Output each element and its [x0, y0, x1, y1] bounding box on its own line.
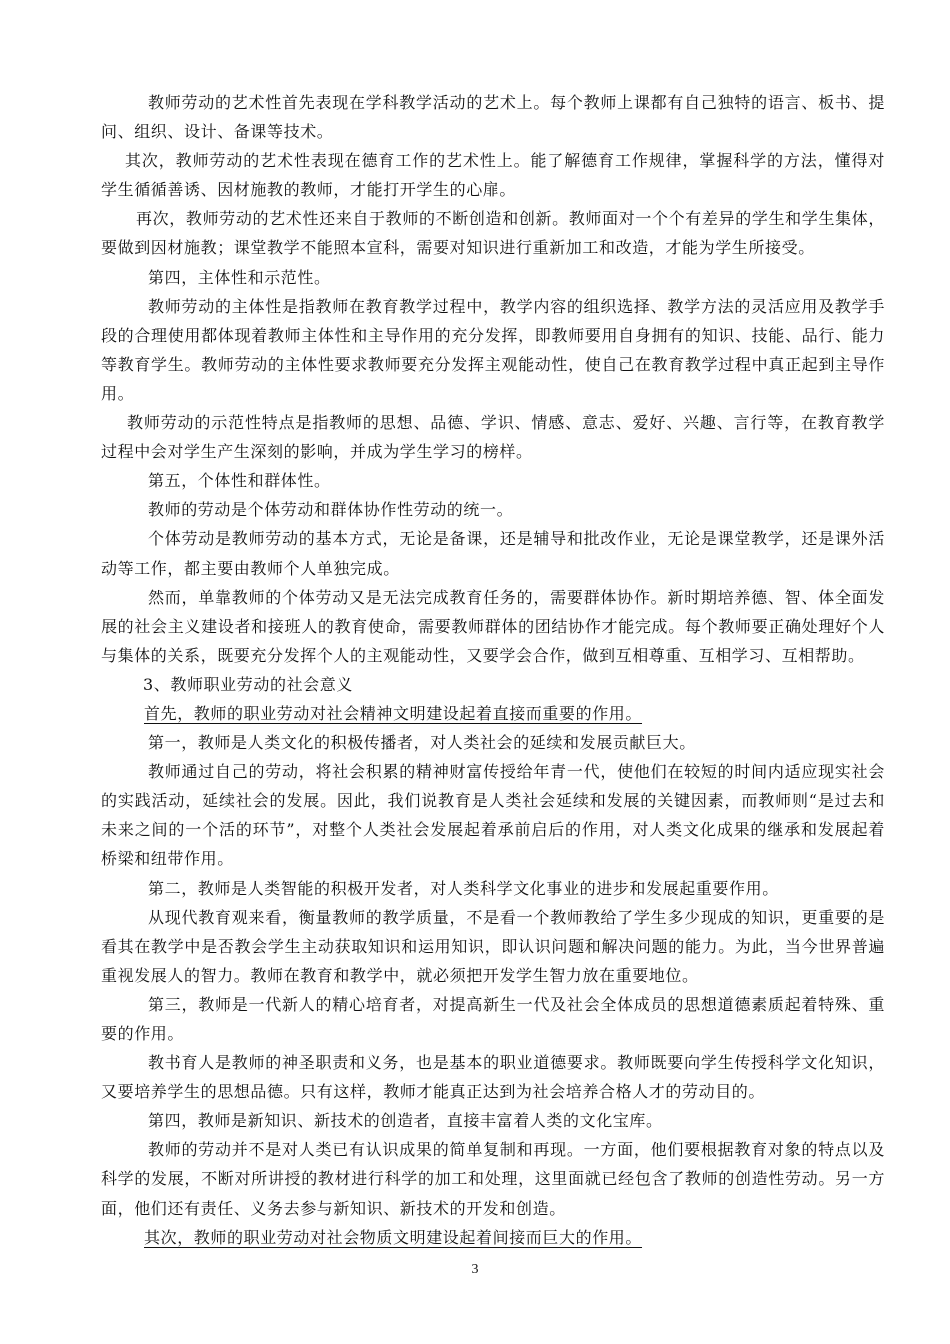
point-3: 第三，教师是一代新人的精心培育者，对提高新生一代及社会全体成员的思想道德素质起着特殊、重要的作用。 [101, 994, 885, 1043]
subsection-heading-3: 3、教师职业劳动的社会意义 [143, 674, 353, 694]
paragraph-10: 教师通过自己的劳动，将社会积累的精神财富传授给年青一代，使他们在较短的时间内适应现实社会的实践活动，延续社会的发展。因此，我们说教育是人类社会延续和发展的关键因素，而教师则“是过去和未来之间的一个活的环节”，对整个人类社会发展起着承前启后的作用，对人类文化成果的继承和发展起着桥梁和纽带作用。 [101, 762, 885, 869]
paragraph-9: 然而，单靠教师的个体劳动又是无法完成教育任务的，需要群体协作。新时期培养德、智、体全面发展的社会主义建设者和接班人的教育使命，需要教师群体的团结协作才能完成。每个教师要正确处理好个人与集体的关系，既要充分发挥个人的主观能动性，又要学会合作，做到互相尊重、互相学习、互相帮助。 [101, 587, 885, 665]
paragraph-2: 其次，教师劳动的艺术性表现在德育工作的艺术性上。能了解德育工作规律，掌握科学的方法，懂得对学生循循善诱、因材施教的教师，才能打开学生的心扉。 [101, 151, 885, 200]
page-number: 3 [471, 1262, 479, 1277]
underlined-text-2: 其次，教师的职业劳动对社会物质文明建设起着间接而巨大的作用。 [144, 1227, 643, 1247]
paragraph-6: 教师劳动的示范性特点是指教师的思想、品德、学识、情感、意志、爱好、兴趣、言行等，在教育教学过程中会对学生产生深刻的影响，并成为学生学习的榜样。 [101, 413, 885, 462]
underlined-text-1: 首先，教师的职业劳动对社会精神文明建设起着直接而重要的作用。 [144, 703, 643, 723]
point-1: 第一，教师是人类文化的积极传播者，对人类社会的延续和发展贡献巨大。 [148, 733, 696, 753]
paragraph-5: 教师劳动的主体性是指教师在教育教学过程中，教学内容的组织选择、教学方法的灵活应用及教学手段的合理使用都体现着教师主体性和主导作用的充分发挥，即教师要用自身拥有的知识、技能、品行、能力等教育学生。教师劳动的主体性要求教师要充分发挥主观能动性，使自己在教育教学过程中真正起到主导作用。 [101, 296, 885, 403]
paragraph-12: 教书育人是教师的神圣职责和义务，也是基本的职业道德要求。教师既要向学生传授科学文化知识，又要培养学生的思想品德。只有这样，教师才能真正达到为社会培养合格人才的劳动目的。 [101, 1053, 885, 1102]
paragraph-8: 个体劳动是教师劳动的基本方式，无论是备课，还是辅导和批改作业，无论是课堂教学，还是课外活动等工作，都主要由教师个人单独完成。 [101, 529, 885, 578]
point-2: 第二，教师是人类智能的积极开发者，对人类科学文化事业的进步和发展起重要作用。 [148, 878, 779, 898]
paragraph-3: 再次，教师劳动的艺术性还来自于教师的不断创造和创新。教师面对一个个有差异的学生和学生集体，要做到因材施教；课堂教学不能照本宣科，需要对知识进行重新加工和改造，才能为学生所接受。 [101, 209, 885, 258]
paragraph-13: 教师的劳动并不是对人类已有认识成果的简单复制和再现。一方面，他们要根据教育对象的特点以及科学的发展，不断对所讲授的教材进行科学的加工和处理，这里面就已经包含了教师的创造性劳动。另一方面，他们还有责任、义务去参与新知识、新技术的开发和创造。 [101, 1140, 885, 1218]
section-heading-4: 第四，主体性和示范性。 [148, 267, 331, 287]
section-heading-5: 第五，个体性和群体性。 [148, 471, 331, 491]
underlined-heading-2 [101, 1223, 885, 1252]
point-4: 第四，教师是新知识、新技术的创造者，直接丰富着人类的文化宝库。 [148, 1111, 663, 1131]
paragraph-7: 教师的劳动是个体劳动和群体协作性劳动的统一。 [148, 500, 514, 520]
document-body [101, 88, 885, 1252]
paragraph-11: 从现代教育观来看，衡量教师的教学质量，不是看一个教师教给了学生多少现成的知识，更重要的是看其在教学中是否教会学生主动获取知识和运用知识，即认识问题和解决问题的能力。为此，当今世界普遍重视发展人的智力。教师在教育和教学中，就必须把开发学生智力放在重要地位。 [101, 907, 885, 985]
underlined-heading-1 [101, 699, 885, 728]
paragraph-1: 教师劳动的艺术性首先表现在学科教学活动的艺术上。每个教师上课都有自己独特的语言、板书、提问、组织、设计、备课等技术。 [101, 93, 885, 142]
